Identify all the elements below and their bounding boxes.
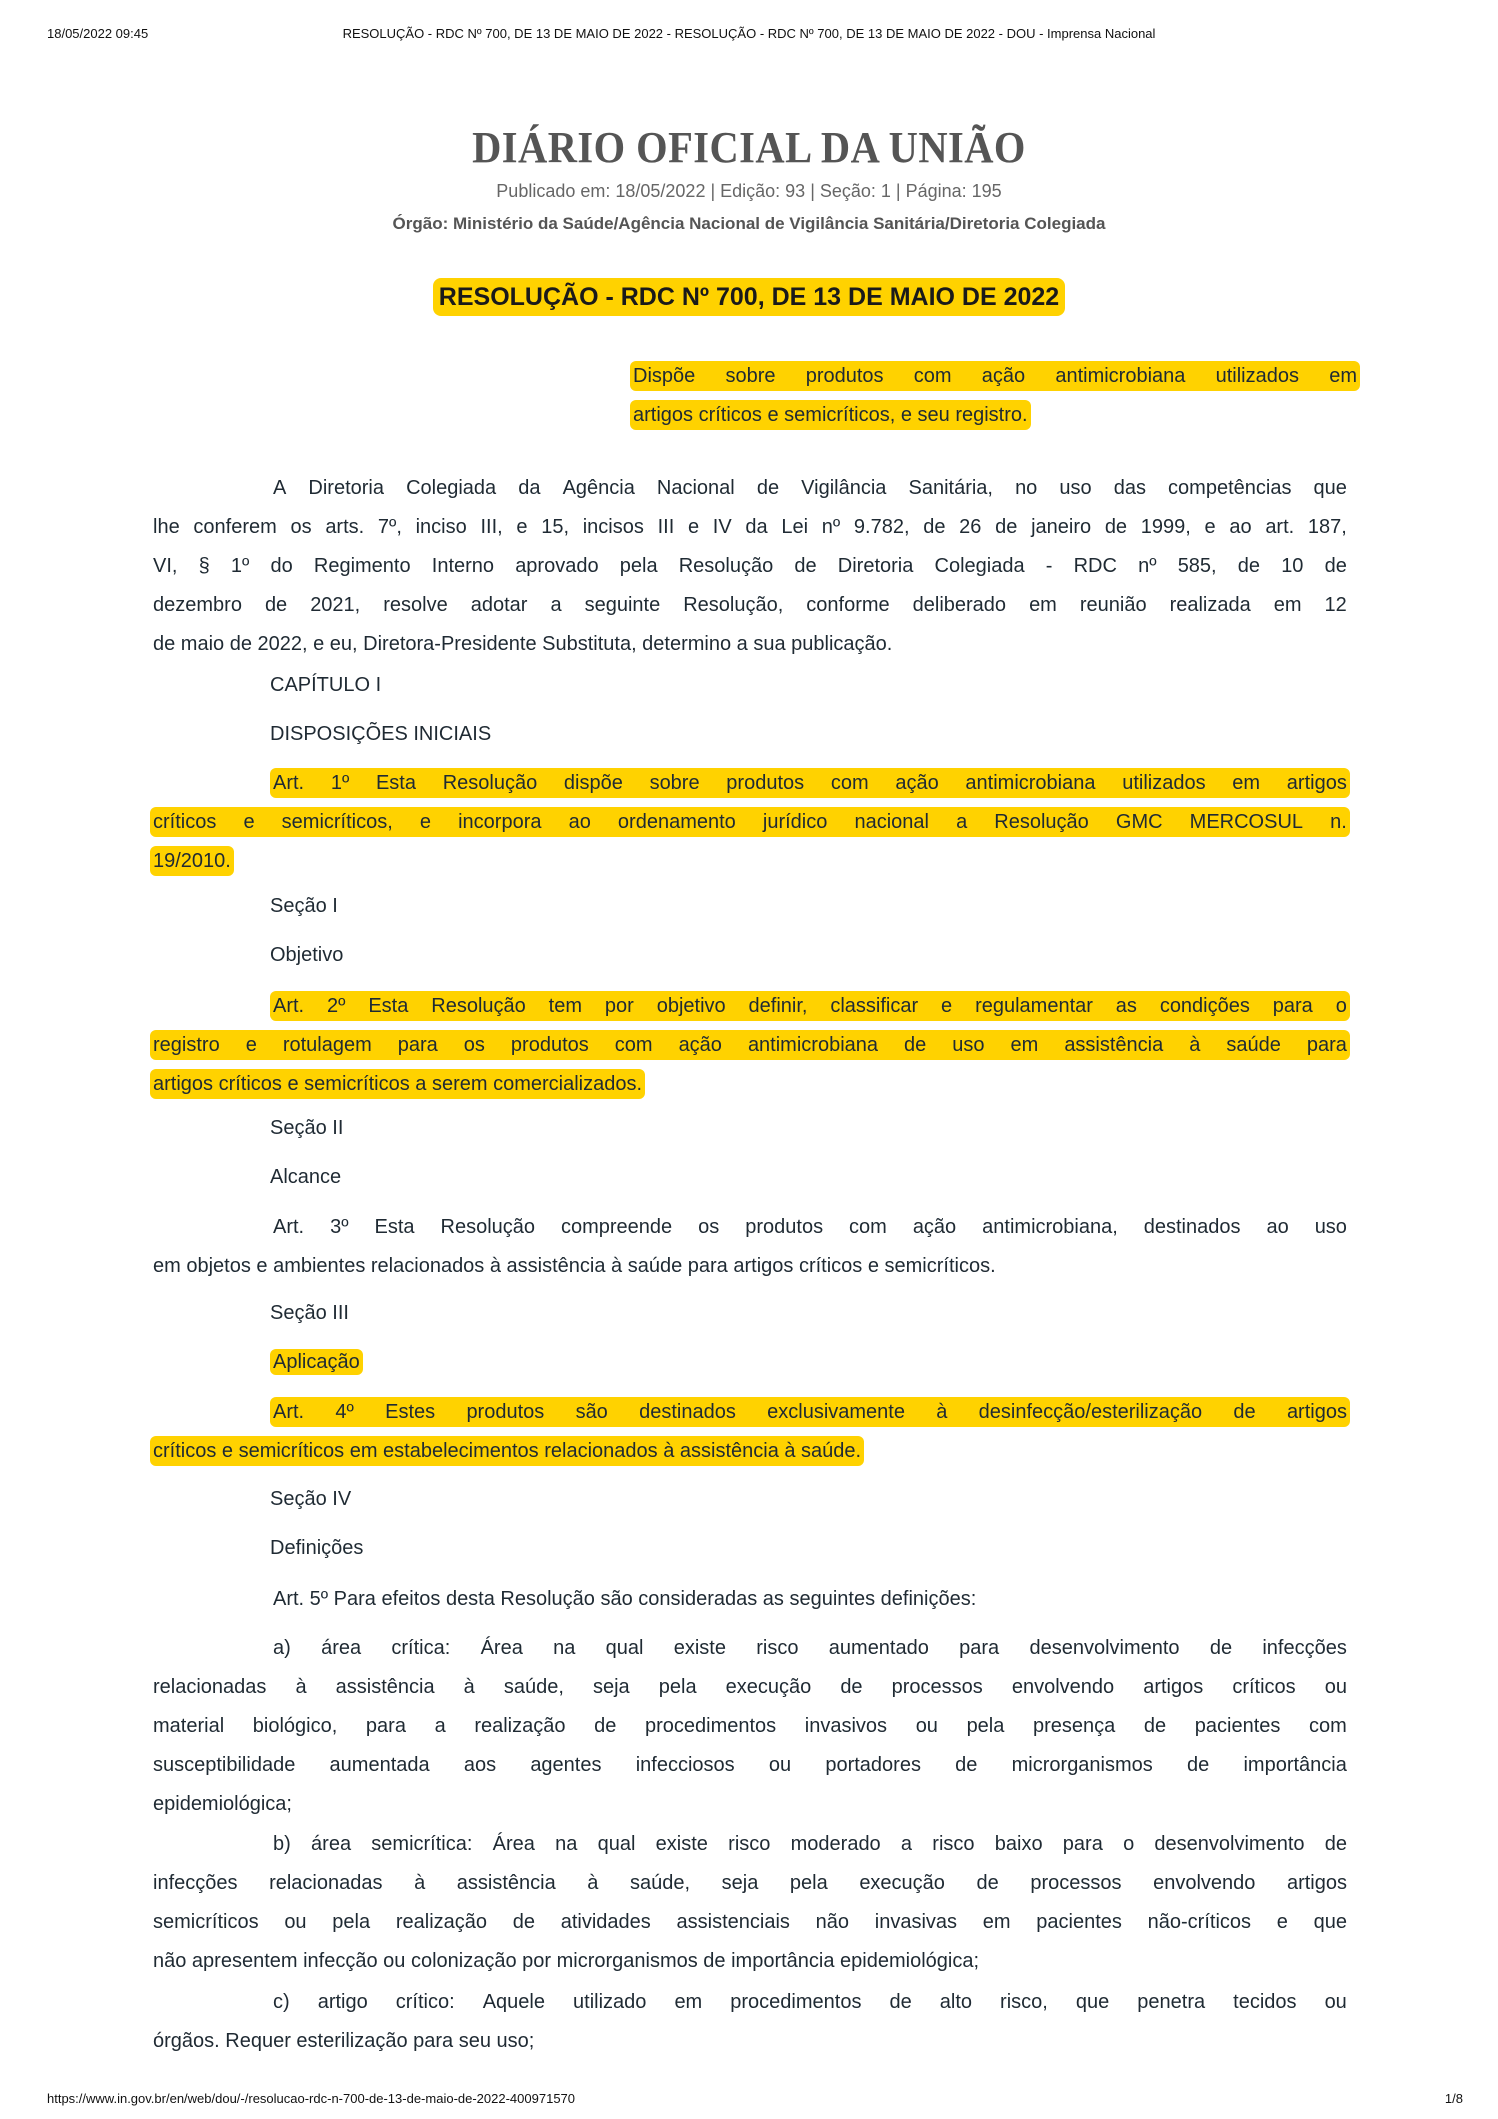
line-text: Art. 3º Esta Resolução compreende os produtos com ação antimicrobiana, destinados ao uso: [273, 1216, 1347, 1238]
section-4-title: Definições: [270, 1537, 364, 1559]
text-line: [150, 1581, 1350, 1617]
text-line: [150, 2023, 1350, 2059]
definition-b: [150, 1826, 1350, 1979]
definition-a: [150, 1630, 1350, 1822]
text-line: [150, 1907, 1350, 1943]
print-datetime: 18/05/2022 09:45: [47, 26, 149, 41]
section-2-label: Seção II: [270, 1117, 344, 1139]
line-text: em objetos e ambientes relacionados à assistência à saúde para artigos críticos e semicríticos.: [153, 1255, 996, 1277]
highlighted-text: artigos críticos e semicríticos, e seu registro.: [630, 400, 1031, 430]
text-line: [150, 1212, 1350, 1248]
preamble-paragraph: [150, 470, 1350, 662]
text-line: [630, 397, 1360, 433]
section-3-title-wrap: [270, 1344, 363, 1380]
highlighted-text: Art. 4º Estes produtos são destinados exclusivamente à desinfecção/esterilização de artigos: [270, 1397, 1350, 1427]
highlighted-text: artigos críticos e semicríticos a serem comercializados.: [150, 1069, 645, 1099]
organ-info: [0, 214, 1498, 234]
text-line: [150, 512, 1350, 548]
text-line: [150, 1987, 1350, 2023]
text-line: [150, 1786, 1350, 1822]
line-text: relacionadas à assistência à saúde, seja pela execução de processos envolvendo artigos críticos ou: [153, 1676, 1347, 1698]
line-text: órgãos. Requer esterilização para seu uso;: [153, 2030, 535, 2052]
line-text: semicríticos ou pela realização de atividades assistenciais não invasivas em pacientes não-críticos e que: [153, 1911, 1347, 1933]
line-text: b) área semicrítica: Área na qual existe risco moderado a risco baixo para o desenvolvimento de: [273, 1833, 1347, 1855]
highlighted-text: críticos e semicríticos em estabelecimentos relacionados à assistência à saúde.: [150, 1436, 864, 1466]
publication-info: Publicado em: 18/05/2022 | Edição: 93 | Seção: 1 | Página: 195: [496, 181, 1002, 201]
text-line: [150, 843, 1350, 879]
text-line: [150, 1030, 1350, 1066]
line-text: A Diretoria Colegiada da Agência Nacional de Vigilância Sanitária, no uso das competências que: [273, 477, 1347, 499]
highlighted-text: Dispõe sobre produtos com ação antimicrobiana utilizados em: [630, 361, 1360, 391]
line-text: dezembro de 2021, resolve adotar a seguinte Resolução, conforme deliberado em reunião realizada em 12: [153, 594, 1347, 616]
line-text: lhe conferem os arts. 7º, inciso III, e 15, incisos III e IV da Lei nº 9.782, de 26 de janeiro de 1999, e ao art. 187,: [153, 516, 1347, 538]
line-text: infecções relacionadas à assistência à saúde, seja pela execução de processos envolvendo artigos: [153, 1872, 1347, 1894]
text-line: [150, 1672, 1350, 1708]
text-line: [150, 768, 1350, 804]
line-text: VI, § 1º do Regimento Interno aprovado pela Resolução de Diretoria Colegiada - RDC nº 585, de 10 de: [153, 555, 1347, 577]
text-line: [150, 1750, 1350, 1786]
section-2-title: Alcance: [270, 1166, 342, 1188]
line-text: c) artigo crítico: Aquele utilizado em procedimentos de alto risco, que penetra tecidos ou: [273, 1991, 1347, 2013]
document-title: RESOLUÇÃO - RDC Nº 700, DE 13 DE MAIO DE 2022: [433, 278, 1065, 316]
article-4: [150, 1394, 1350, 1469]
line-text: Art. 5º Para efeitos desta Resolução são consideradas as seguintes definições:: [273, 1588, 977, 1610]
print-page-title: RESOLUÇÃO - RDC Nº 700, DE 13 DE MAIO DE 2022 - RESOLUÇÃO - RDC Nº 700, DE 13 DE MAIO DE 2022 - DOU - Imprensa Nacional: [342, 26, 1156, 41]
text-line: [150, 473, 1350, 509]
line-text: de maio de 2022, e eu, Diretora-Presidente Substituta, determino a sua publicação.: [153, 633, 893, 655]
text-line: [150, 991, 1350, 1027]
text-line: [630, 361, 1360, 397]
highlighted-text: Art. 2º Esta Resolução tem por objetivo definir, classificar e regulamentar as condições para o: [270, 991, 1350, 1021]
section-1-title: Objetivo: [270, 944, 344, 966]
chapter-label: CAPÍTULO I: [270, 674, 382, 696]
text-line: [150, 1248, 1350, 1284]
section-1-label: Seção I: [270, 895, 338, 917]
ementa: [630, 358, 1360, 433]
organ-label: Órgão:: [392, 214, 449, 233]
text-line: [150, 1633, 1350, 1669]
text-line: [150, 1433, 1350, 1469]
text-line: [150, 590, 1350, 626]
article-1: [150, 765, 1350, 879]
text-line: [150, 551, 1350, 587]
text-line: [150, 1711, 1350, 1747]
line-text: não apresentem infecção ou colonização por microrganismos de importância epidemiológica;: [153, 1950, 980, 1972]
article-5: [150, 1581, 1350, 1617]
highlighted-text: 19/2010.: [150, 846, 234, 876]
definition-c: [150, 1984, 1350, 2059]
text-line: [150, 1943, 1350, 1979]
line-text: susceptibilidade aumentada aos agentes infecciosos ou portadores de microrganismos de importância: [153, 1754, 1347, 1776]
highlighted-text: registro e rotulagem para os produtos com ação antimicrobiana de uso em assistência à saúde para: [150, 1030, 1350, 1060]
article-3: [150, 1209, 1350, 1284]
document-title-wrap: [0, 278, 1498, 316]
text-line: [150, 1397, 1350, 1433]
masthead-title: DIÁRIO OFICIAL DA UNIÃO: [472, 123, 1026, 172]
chapter-title: DISPOSIÇÕES INICIAIS: [270, 723, 492, 745]
text-line: [150, 807, 1350, 843]
line-text: epidemiológica;: [153, 1793, 292, 1815]
line-text: a) área crítica: Área na qual existe risco aumentado para desenvolvimento de infecções: [273, 1637, 1347, 1659]
article-2: [150, 988, 1350, 1102]
print-url: https://www.in.gov.br/en/web/dou/-/resolucao-rdc-n-700-de-13-de-maio-de-2022-400971570: [47, 2091, 576, 2106]
text-line: [150, 626, 1350, 662]
text-line: [150, 1868, 1350, 1904]
highlighted-text: críticos e semicríticos, e incorpora ao ordenamento jurídico nacional a Resolução GMC MERCOSUL n.: [150, 807, 1350, 837]
print-page-number: 1/8: [1444, 2091, 1463, 2106]
line-text: material biológico, para a realização de procedimentos invasivos ou pela presença de pacientes com: [153, 1715, 1347, 1737]
highlighted-text: Art. 1º Esta Resolução dispõe sobre produtos com ação antimicrobiana utilizados em artigos: [270, 768, 1350, 798]
section-3-title: Aplicação: [270, 1349, 363, 1375]
organ-name: Ministério da Saúde/Agência Nacional de Vigilância Sanitária/Diretoria Colegiada: [452, 214, 1106, 233]
text-line: [150, 1066, 1350, 1102]
section-4-label: Seção IV: [270, 1488, 352, 1510]
section-3-label: Seção III: [270, 1302, 349, 1324]
text-line: [150, 1829, 1350, 1865]
